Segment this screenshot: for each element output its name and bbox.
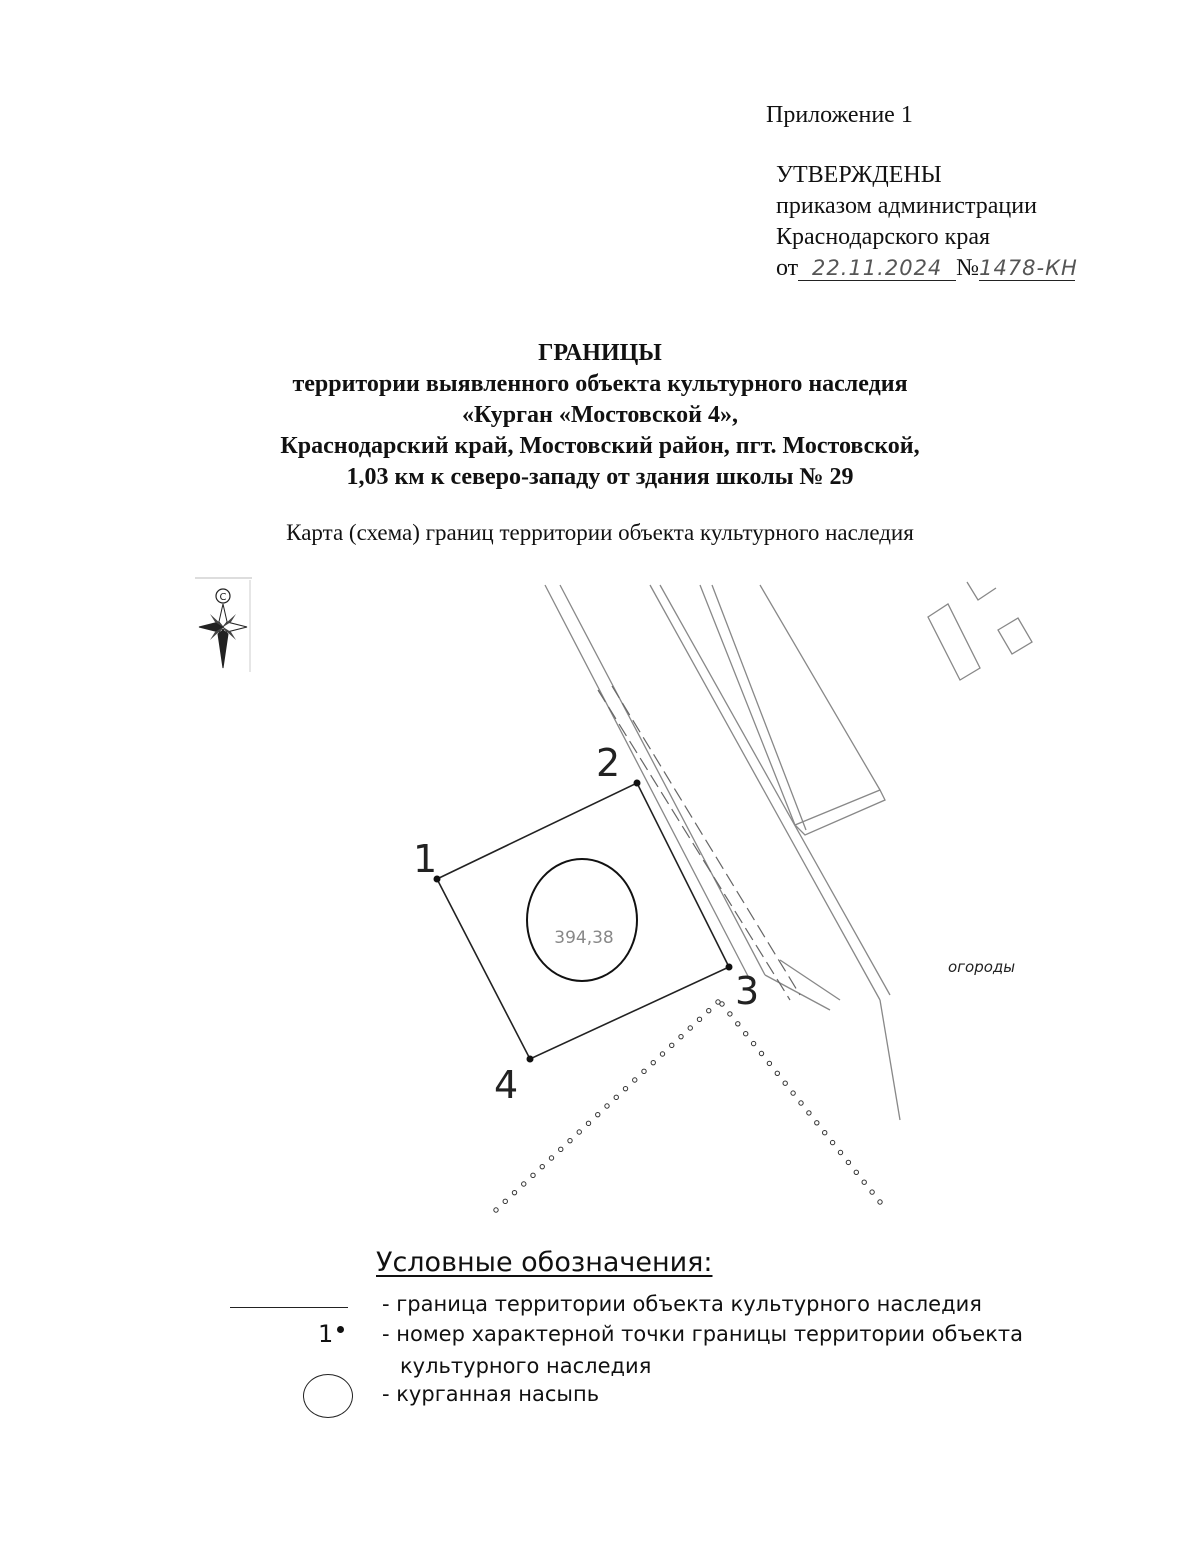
fence-dot — [878, 1200, 882, 1204]
point-2-marker — [634, 780, 641, 787]
fence-dot — [728, 1012, 732, 1016]
fence-dot — [751, 1041, 755, 1045]
compass-rose-icon — [195, 578, 252, 672]
fence-dot — [679, 1034, 683, 1038]
fence-dot — [596, 1112, 600, 1116]
point-4-marker — [527, 1056, 534, 1063]
fence-dot — [775, 1071, 779, 1075]
point-label-1: 1 — [413, 837, 438, 881]
fence-dot — [531, 1173, 535, 1177]
fence-dot — [494, 1208, 498, 1212]
mound-outline — [527, 859, 637, 981]
fence-dot — [862, 1180, 866, 1184]
fence-dot — [707, 1008, 711, 1012]
approved-line-3: Краснодарского края — [776, 224, 991, 250]
fence-dot — [688, 1026, 692, 1030]
fence-dot — [759, 1051, 763, 1055]
point-label-2: 2 — [596, 741, 621, 785]
fence-dot — [559, 1147, 563, 1151]
boundary-points — [434, 780, 733, 1063]
fence-dot — [522, 1182, 526, 1186]
fence-dot — [783, 1081, 787, 1085]
approved-line-2: приказом администрации — [776, 193, 1037, 219]
legend-point-text-2: культурного наследия — [400, 1354, 652, 1378]
fence-dot — [854, 1170, 858, 1174]
number-value: 1478-КН — [979, 256, 1078, 280]
approval-block — [776, 160, 1078, 284]
title-line-4: Краснодарский край, Мостовский район, пгт. Мостовской, — [280, 433, 920, 459]
building-outlines — [795, 582, 1032, 835]
number-prefix: № — [956, 255, 980, 281]
point-label-3: 3 — [735, 969, 760, 1013]
appendix-label: Приложение 1 — [766, 102, 913, 128]
fence-dot — [614, 1095, 618, 1099]
fence-dot — [651, 1060, 655, 1064]
fence-dot — [767, 1061, 771, 1065]
legend-mound-symbol — [303, 1374, 353, 1418]
fence-dot — [823, 1131, 827, 1135]
title-line-5: 1,03 км к северо-западу от здания школы № 29 — [346, 464, 854, 490]
legend-boundary-swatch — [230, 1307, 348, 1308]
fence-dot — [736, 1022, 740, 1026]
title-line-1: ГРАНИЦЫ — [538, 340, 662, 366]
fence-dot — [799, 1101, 803, 1105]
fence-dot — [870, 1190, 874, 1194]
legend-title: Условные обозначения: — [376, 1247, 713, 1278]
legend-boundary-text: - граница территории объекта культурного наследия — [382, 1292, 982, 1316]
fence-dot — [549, 1156, 553, 1160]
fence-dot — [642, 1069, 646, 1073]
fence-dot — [720, 1002, 724, 1006]
boundary-map — [0, 570, 1200, 1230]
point-label-4: 4 — [494, 1063, 519, 1107]
fence-dotted-lines — [494, 1000, 882, 1212]
fence-dot — [697, 1017, 701, 1021]
fence-dot — [846, 1160, 850, 1164]
fence-dot — [586, 1121, 590, 1125]
fence-dot — [623, 1086, 627, 1090]
area-label-gardens: огороды — [948, 958, 1016, 976]
fence-dot — [540, 1164, 544, 1168]
title-line-2: территории выявленного объекта культурного наследия — [292, 371, 908, 397]
approval-date-number — [776, 253, 1078, 284]
fence-dot — [568, 1138, 572, 1142]
date-prefix: от — [776, 255, 799, 281]
fence-dot — [838, 1150, 842, 1154]
fence-dot — [633, 1078, 637, 1082]
point-3-marker — [726, 964, 733, 971]
road-lines — [545, 585, 900, 1120]
fence-dot — [503, 1199, 507, 1203]
legend-point-symbol: 1 — [318, 1320, 344, 1348]
fence-dot — [670, 1043, 674, 1047]
compass-letter: С — [219, 592, 227, 603]
legend-point-text-1: - номер характерной точки границы территории объекта — [382, 1322, 1024, 1346]
elevation-label: 394,38 — [554, 928, 614, 948]
legend-mound-text: - курганная насыпь — [382, 1382, 600, 1406]
date-field — [798, 256, 956, 281]
fence-dot — [577, 1130, 581, 1134]
approved-line-1: УТВЕРЖДЕНЫ — [776, 162, 942, 188]
number-field — [979, 256, 1078, 281]
fence-dot — [660, 1052, 664, 1056]
fence-dot — [791, 1091, 795, 1095]
date-value: 22.11.2024 — [812, 256, 943, 280]
document-title — [0, 338, 1200, 493]
title-line-3: «Курган «Мостовской 4», — [462, 402, 738, 428]
fence-dot — [807, 1111, 811, 1115]
fence-dot — [605, 1104, 609, 1108]
fence-dot — [815, 1121, 819, 1125]
fence-dot — [744, 1032, 748, 1036]
fence-dot — [830, 1140, 834, 1144]
fence-dot — [512, 1190, 516, 1194]
map-subtitle: Карта (схема) границ территории объекта культурного наследия — [286, 520, 914, 545]
